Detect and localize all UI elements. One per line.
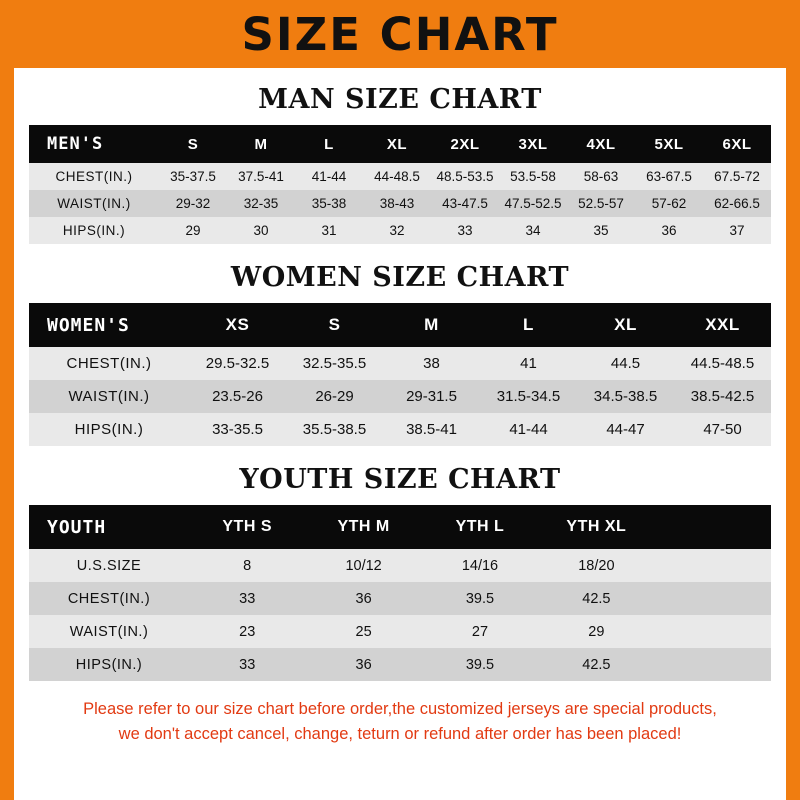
women-row1-c1: 26-29 [286, 380, 383, 413]
man-header-1: S [159, 125, 227, 163]
women-row2-c0: 33-35.5 [189, 413, 286, 446]
women-row1-c2: 29-31.5 [383, 380, 480, 413]
man-table-body [29, 163, 771, 244]
women-row2-c5: 47-50 [674, 413, 771, 446]
man-row1-c2: 35-38 [295, 190, 363, 217]
man-row0-c1: 37.5-41 [227, 163, 295, 190]
man-row0-c0: 35-37.5 [159, 163, 227, 190]
youth-row0-c2: 14/16 [422, 549, 538, 582]
youth-row2-c0: 23 [189, 615, 305, 648]
table-row [29, 190, 771, 217]
man-row0-c4: 48.5-53.5 [431, 163, 499, 190]
youth-row3-c2: 39.5 [422, 648, 538, 681]
man-row2-label: HIPS(IN.) [29, 217, 159, 244]
table-row [29, 347, 771, 380]
youth-row2-c3: 29 [538, 615, 654, 648]
youth-row0-c4 [655, 549, 771, 582]
women-row1-c4: 34.5-38.5 [577, 380, 674, 413]
table-row [29, 549, 771, 582]
man-row0-label: CHEST(IN.) [29, 163, 159, 190]
man-header-7: 4XL [567, 125, 635, 163]
table-row [29, 582, 771, 615]
women-row0-c4: 44.5 [577, 347, 674, 380]
man-row1-c4: 43-47.5 [431, 190, 499, 217]
youth-row1-c2: 39.5 [422, 582, 538, 615]
women-header-4: L [480, 303, 577, 347]
women-row1-c3: 31.5-34.5 [480, 380, 577, 413]
man-header-4: XL [363, 125, 431, 163]
youth-header-3: YTH L [422, 505, 538, 549]
youth-row1-c0: 33 [189, 582, 305, 615]
notice-line-2: we don't accept cancel, change, teturn or refund after order has been placed! [118, 724, 682, 743]
women-row0-c5: 44.5-48.5 [674, 347, 771, 380]
women-row2-c1: 35.5-38.5 [286, 413, 383, 446]
youth-header-2: YTH M [305, 505, 421, 549]
man-row1-label: WAIST(IN.) [29, 190, 159, 217]
man-row1-c7: 57-62 [635, 190, 703, 217]
youth-row3-c0: 33 [189, 648, 305, 681]
women-row0-c0: 29.5-32.5 [189, 347, 286, 380]
women-row1-c5: 38.5-42.5 [674, 380, 771, 413]
youth-table-head [29, 505, 771, 549]
women-header-0: WOMEN'S [29, 303, 189, 347]
youth-row2-label: WAIST(IN.) [29, 615, 189, 648]
table-row [29, 163, 771, 190]
youth-row1-label: CHEST(IN.) [29, 582, 189, 615]
man-header-5: 2XL [431, 125, 499, 163]
women-row0-c3: 41 [480, 347, 577, 380]
women-header-1: XS [189, 303, 286, 347]
man-row0-c5: 53.5-58 [499, 163, 567, 190]
notice-line-1: Please refer to our size chart before order,the customized jerseys are special products, [83, 700, 717, 718]
man-row2-c3: 32 [363, 217, 431, 244]
man-row1-c6: 52.5-57 [567, 190, 635, 217]
youth-table-body [29, 549, 771, 681]
man-row1-c3: 38-43 [363, 190, 431, 217]
man-row2-c4: 33 [431, 217, 499, 244]
man-row0-c6: 58-63 [567, 163, 635, 190]
man-row2-c7: 36 [635, 217, 703, 244]
women-row2-c4: 44-47 [577, 413, 674, 446]
youth-header-5 [655, 505, 771, 549]
banner [0, 0, 800, 68]
table-header-row [29, 125, 771, 163]
man-row0-c7: 63-67.5 [635, 163, 703, 190]
women-header-5: XL [577, 303, 674, 347]
man-row2-c5: 34 [499, 217, 567, 244]
man-header-2: M [227, 125, 295, 163]
order-notice [32, 697, 768, 747]
man-row2-c8: 37 [703, 217, 771, 244]
women-row0-c2: 38 [383, 347, 480, 380]
youth-row3-label: HIPS(IN.) [29, 648, 189, 681]
women-row1-c0: 23.5-26 [189, 380, 286, 413]
table-row [29, 648, 771, 681]
table-row [29, 413, 771, 446]
youth-row3-c3: 42.5 [538, 648, 654, 681]
man-table-head [29, 125, 771, 163]
man-row1-c0: 29-32 [159, 190, 227, 217]
women-row2-c2: 38.5-41 [383, 413, 480, 446]
table-row [29, 615, 771, 648]
table-header-row [29, 303, 771, 347]
youth-row0-label: U.S.SIZE [29, 549, 189, 582]
youth-row1-c3: 42.5 [538, 582, 654, 615]
youth-row1-c1: 36 [305, 582, 421, 615]
women-section-title: WOMEN SIZE CHART [230, 262, 570, 293]
man-row0-c2: 41-44 [295, 163, 363, 190]
man-size-table [29, 125, 771, 244]
youth-row0-c3: 18/20 [538, 549, 654, 582]
man-header-0: MEN'S [29, 125, 159, 163]
man-row0-c3: 44-48.5 [363, 163, 431, 190]
man-row2-c0: 29 [159, 217, 227, 244]
table-header-row [29, 505, 771, 549]
youth-row3-c4 [655, 648, 771, 681]
man-header-9: 6XL [703, 125, 771, 163]
women-table-body [29, 347, 771, 446]
youth-row3-c1: 36 [305, 648, 421, 681]
man-header-3: L [295, 125, 363, 163]
man-row2-c6: 35 [567, 217, 635, 244]
man-row2-c1: 30 [227, 217, 295, 244]
banner-title: SIZE CHART [241, 7, 559, 61]
table-row [29, 217, 771, 244]
man-header-6: 3XL [499, 125, 567, 163]
youth-row0-c1: 10/12 [305, 549, 421, 582]
table-row [29, 380, 771, 413]
man-header-8: 5XL [635, 125, 703, 163]
women-size-table [29, 303, 771, 446]
man-section-title: MAN SIZE CHART [258, 84, 542, 115]
youth-header-4: YTH XL [538, 505, 654, 549]
women-row0-label: CHEST(IN.) [29, 347, 189, 380]
women-row0-c1: 32.5-35.5 [286, 347, 383, 380]
youth-row2-c1: 25 [305, 615, 421, 648]
women-row2-label: HIPS(IN.) [29, 413, 189, 446]
man-row1-c8: 62-66.5 [703, 190, 771, 217]
man-row1-c1: 32-35 [227, 190, 295, 217]
man-row1-c5: 47.5-52.5 [499, 190, 567, 217]
youth-section-title: YOUTH SIZE CHART [239, 464, 561, 495]
youth-row2-c4 [655, 615, 771, 648]
youth-row2-c2: 27 [422, 615, 538, 648]
youth-header-0: YOUTH [29, 505, 189, 549]
women-header-6: XXL [674, 303, 771, 347]
man-row2-c2: 31 [295, 217, 363, 244]
women-row1-label: WAIST(IN.) [29, 380, 189, 413]
man-row0-c8: 67.5-72 [703, 163, 771, 190]
women-row2-c3: 41-44 [480, 413, 577, 446]
women-table-head [29, 303, 771, 347]
youth-header-1: YTH S [189, 505, 305, 549]
women-header-2: S [286, 303, 383, 347]
youth-row0-c0: 8 [189, 549, 305, 582]
youth-size-table [29, 505, 771, 681]
youth-row1-c4 [655, 582, 771, 615]
women-header-3: M [383, 303, 480, 347]
